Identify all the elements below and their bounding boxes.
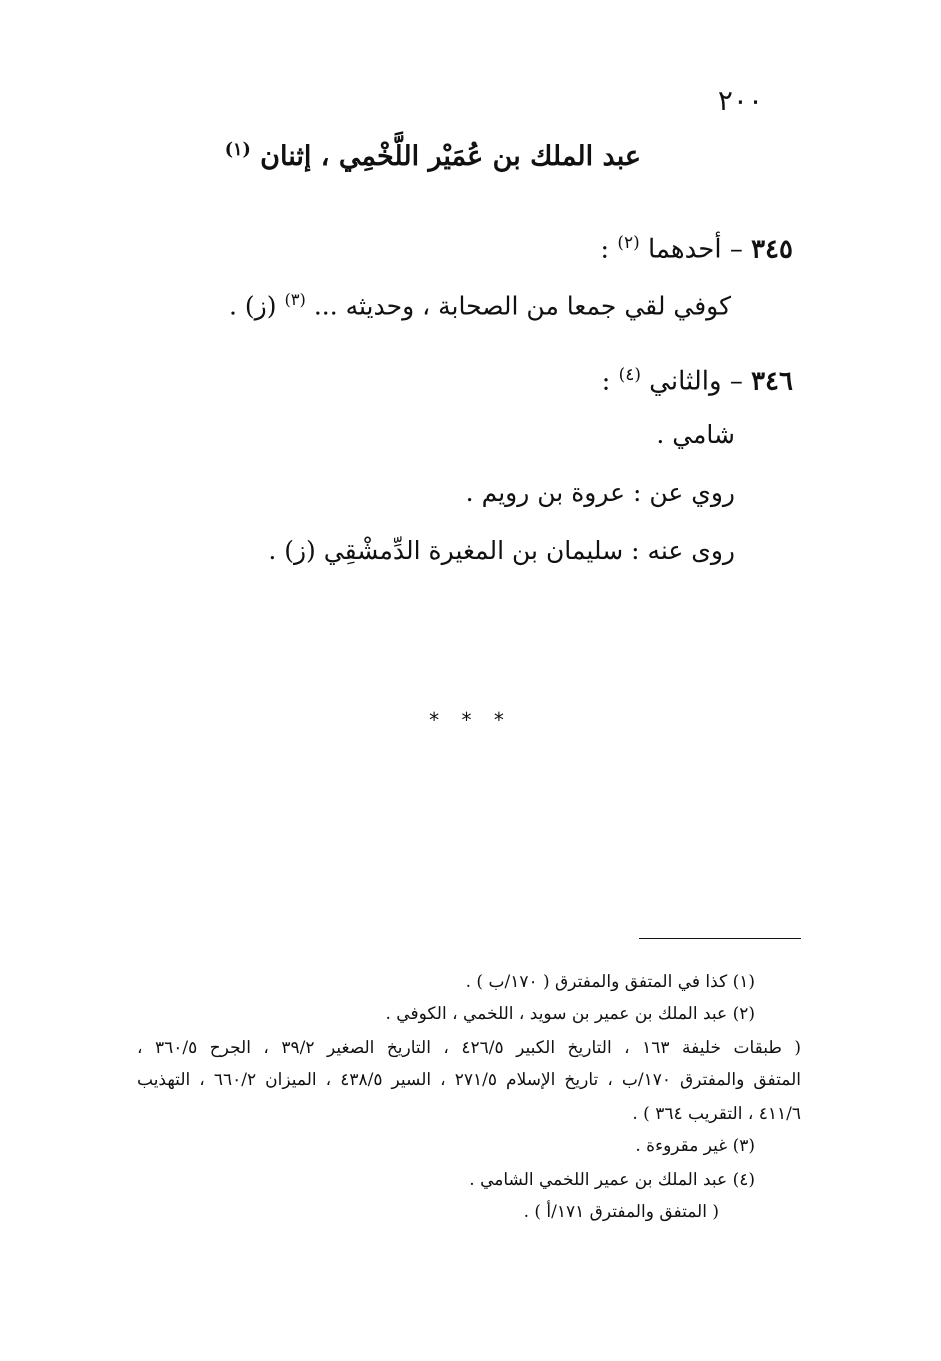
footnote-2-sources-line-3: ٤١١/٦ ، التقريب ٣٦٤ ) . bbox=[632, 1104, 801, 1124]
footnote-2: (٢) عبد الملك بن عمير بن سويد ، اللخمي ، الكوفي . bbox=[385, 1004, 755, 1024]
line-tail: (ز) . bbox=[229, 291, 285, 321]
entry-colon: : bbox=[600, 234, 618, 265]
footnote-3: (٣) غير مقروءة . bbox=[635, 1136, 755, 1156]
footnote-ref-2: (٢) bbox=[617, 232, 640, 252]
line-text: كوفي لقي جمعا من الصحابة ، وحديثه ... bbox=[305, 291, 731, 321]
entry-346-line-1: شامي . bbox=[656, 420, 735, 449]
footnote-2-sources-line-1: ( طبقات خليفة ١٦٣ ، التاريخ الكبير ٤٢٦/٥ ، التاريخ الصغير ٣٩/٢ ، الجرح ٣٦٠/٥ ، bbox=[137, 1038, 801, 1058]
entry-label: – والثاني bbox=[640, 366, 752, 397]
entry-number: ٣٤٦ bbox=[751, 366, 793, 397]
footnote-ref-3: (٣) bbox=[284, 290, 306, 309]
entry-number: ٣٤٥ bbox=[751, 234, 793, 265]
footnote-ref-1: (١) bbox=[224, 140, 251, 160]
footnote-1: (١) كذا في المتفق والمفترق ( ١٧٠/ب ) . bbox=[465, 972, 755, 992]
page-number: ٢٠٠ bbox=[717, 84, 763, 117]
footnote-2-sources-line-2: المتفق والمفترق ١٧٠/ب ، تاريخ الإسلام ٢٧١/٥ ، السير ٤٣٨/٥ ، الميزان ٦٦٠/٢ ، التهذيب bbox=[137, 1070, 801, 1090]
entry-345-line bbox=[229, 290, 731, 320]
entry-346-heading bbox=[602, 364, 793, 397]
footnote-4: (٤) عبد الملك بن عمير اللخمي الشامي . bbox=[469, 1170, 755, 1190]
entry-346-line-3: روى عنه : سليمان بن المغيرة الدِّمشْقِي (ز) . bbox=[268, 536, 735, 565]
footnote-divider bbox=[639, 938, 801, 939]
entry-345-heading bbox=[600, 232, 793, 265]
entry-346-line-2: روي عن : عروة بن رويم . bbox=[465, 478, 735, 507]
section-heading bbox=[225, 140, 641, 172]
entry-label: – أحدهما bbox=[639, 234, 752, 265]
footnote-ref-4: (٤) bbox=[618, 364, 641, 384]
heading-text: عبد الملك بن عُمَيْر اللَّخْمِي ، إثنان bbox=[260, 141, 641, 172]
footnote-4-source: ( المتفق والمفترق ١٧١/أ ) . bbox=[523, 1202, 719, 1222]
section-separator: * * * bbox=[429, 708, 512, 732]
entry-colon: : bbox=[601, 366, 619, 397]
